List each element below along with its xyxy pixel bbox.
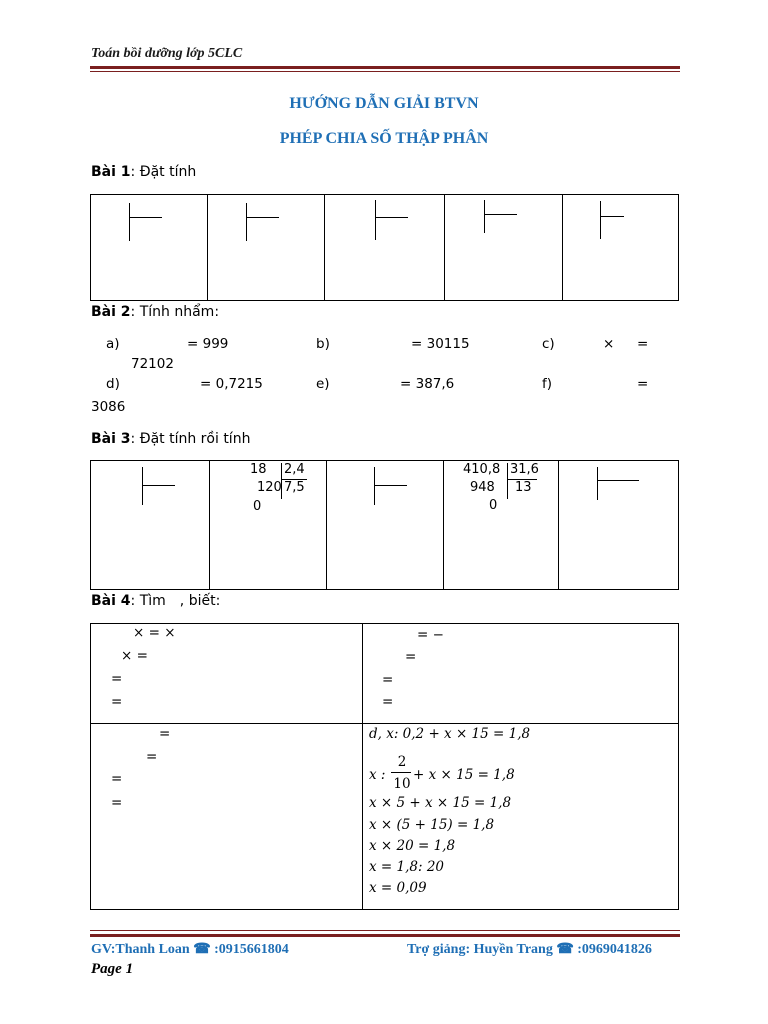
remainder-1: 948 [470, 480, 495, 495]
bai1-cell-3 [325, 195, 445, 301]
remainder-1: 120 [257, 480, 282, 495]
bai3-cell-2 [210, 461, 327, 590]
remainder-2: 0 [489, 498, 498, 513]
solution-line-4: x × (5 + 15) = 1,8 [369, 817, 495, 833]
bai3-cell-1 [91, 461, 210, 590]
bai2-e-value: = 387,6 [400, 376, 455, 392]
header-rule-thin [90, 71, 680, 72]
page-number: Page 1 [91, 961, 134, 977]
line: = [111, 771, 123, 787]
bai4-cell-bottom-left [91, 724, 363, 910]
bai4-cell-top-right [363, 624, 679, 724]
bai4-text-2: , biết: [179, 593, 221, 609]
solution-line-5: x × 20 = 1,8 [369, 838, 456, 854]
divisor: 31,6 [510, 462, 539, 477]
bai3-cell-3 [327, 461, 444, 590]
bai3-cell-4 [444, 461, 559, 590]
quotient: 13 [515, 480, 532, 495]
line: = [146, 749, 158, 765]
bai4-text: : Tìm [130, 593, 166, 609]
bai2-f-continued: 3086 [91, 399, 126, 415]
bai2-a-continued: 72102 [131, 356, 174, 372]
line: = [382, 672, 394, 688]
line: = − [417, 627, 444, 643]
footer-assistant: Trợ giảng: Huyền Trang ☎ :0969041826 [407, 942, 652, 957]
remainder-2: 0 [253, 499, 262, 514]
solution-line-1: d, x: 0,2 + x × 15 = 1,8 [369, 726, 531, 742]
solution-line-2a: x : [369, 767, 386, 783]
bai2-c-eq: = [637, 336, 649, 352]
line: × = × [133, 625, 176, 641]
bai2-c-times: × [603, 336, 615, 352]
bai1-table [90, 194, 679, 301]
bai4-heading [91, 593, 220, 609]
bai2-e-label: e) [316, 376, 330, 392]
solution-line-2b: + x × 15 = 1,8 [413, 767, 515, 783]
quotient: 7,5 [284, 480, 305, 495]
solution-line-3: x × 5 + x × 15 = 1,8 [369, 795, 512, 811]
fraction-numerator: 2 [397, 754, 407, 770]
dividend: 410,8 [463, 462, 501, 477]
divisor: 2,4 [284, 462, 305, 477]
bai1-text: : Đặt tính [130, 164, 197, 180]
main-title: HƯỚNG DẪN GIẢI BTVN [289, 95, 479, 112]
dividend: 18 [250, 462, 267, 477]
footer-rule-thin [90, 930, 680, 931]
bai2-f-eq: = [637, 376, 649, 392]
line: = [159, 726, 171, 742]
bai3-heading [91, 431, 250, 447]
sub-title: PHÉP CHIA SỐ THẬP PHÂN [279, 130, 489, 147]
bai1-cell-5 [563, 195, 679, 301]
bai4-label: Bài 4 [91, 593, 131, 609]
bai2-f-label: f) [542, 376, 553, 392]
bai2-a-value: = 999 [187, 336, 229, 352]
header-title: Toán bồi dưỡng lớp 5CLC [91, 46, 243, 61]
bai2-d-label: d) [106, 376, 120, 392]
bai3-table [90, 460, 679, 590]
line: = [405, 649, 417, 665]
bai2-b-value: = 30115 [411, 336, 470, 352]
bai2-text: : Tính nhẩm: [130, 304, 220, 320]
bai2-d-value: = 0,7215 [200, 376, 263, 392]
bai3-cell-5 [559, 461, 679, 590]
bai2-c-label: c) [542, 336, 555, 352]
bai3-text: : Đặt tính rồi tính [130, 431, 251, 447]
bai4-table [90, 623, 679, 910]
fraction-bar [391, 772, 411, 773]
solution-line-6: x = 1,8: 20 [369, 859, 444, 875]
bai2-b-label: b) [316, 336, 330, 352]
line: = [111, 694, 123, 710]
bai4-cell-bottom-right [363, 724, 679, 910]
bai4-cell-top-left [91, 624, 363, 724]
line: = [382, 694, 394, 710]
bai2-a-label: a) [106, 336, 120, 352]
bai1-cell-4 [445, 195, 563, 301]
bai3-label: Bài 3 [91, 431, 131, 447]
fraction-denominator: 10 [393, 776, 411, 792]
line: = [111, 795, 123, 811]
bai2-heading [91, 304, 219, 320]
bai1-heading [91, 164, 196, 180]
solution-line-7: x = 0,09 [369, 880, 427, 896]
footer-rule [90, 934, 680, 937]
footer-teacher: GV:Thanh Loan ☎ :0915661804 [91, 942, 289, 957]
header-rule [90, 66, 680, 69]
bai1-cell-2 [208, 195, 325, 301]
bai2-label: Bài 2 [91, 304, 131, 320]
bai1-label: Bài 1 [91, 164, 131, 180]
bai1-cell-1 [91, 195, 208, 301]
line: = [111, 671, 123, 687]
line: × = [121, 648, 148, 664]
